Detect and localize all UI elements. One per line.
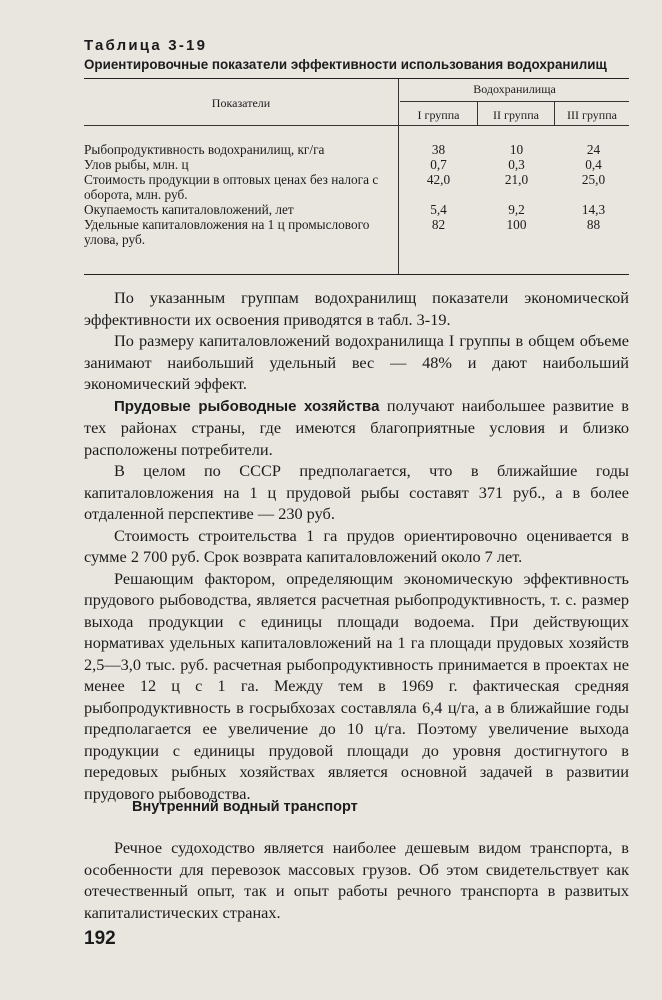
paragraph: Речное судоходство является наиболее дешевым видом транспорта, в особенности для перевозок массовых грузов. Об этом свидетельствует как отечественный опыт, так и опыт работы речного транспорта в развитых капиталистических странах. [84, 838, 629, 922]
paragraph: По указанным группам водохранилищ показатели экономической эффективности их освоения приводятся в табл. 3-19. [84, 288, 629, 329]
row-value-group-1: 42,0 [426, 172, 451, 187]
paragraph: По размеру капиталовложений водохранилища I группы в общем объеме занимают наибольший удельный вес — 48% и дают наибольший экономический эффект. [84, 331, 629, 393]
body-text [84, 287, 629, 804]
row-indicator: Улов рыбы, млн. ц [84, 157, 189, 172]
row-indicator: Окупаемость капиталовложений, лет [84, 202, 294, 217]
row-value-group-1: 38 [431, 142, 446, 157]
paragraph-lead: Прудовые рыбоводные хозяйства [114, 397, 380, 415]
header-indicators: Показатели [211, 96, 271, 110]
table-subheader-rule [400, 101, 629, 102]
table-title: Ориентировочные показатели эффективности использования водохранилищ [84, 57, 607, 72]
row-value-group-3: 14,3 [581, 202, 606, 217]
header-group-2: II группа [493, 108, 539, 122]
row-value-group-2: 21,0 [504, 172, 529, 187]
row-value-group-2: 0,3 [508, 157, 525, 172]
row-value-group-2: 9,2 [508, 202, 525, 217]
table-divider [398, 79, 399, 274]
header-group-3: III группа [567, 108, 617, 122]
paragraph: В целом по СССР предполагается, что в ближайшие годы капиталовложения на 1 ц прудовой рыбы составят 371 руб., а в более отдаленной перспективе — 230 руб. [84, 461, 629, 523]
header-reservoirs: Водохранилища [473, 82, 556, 96]
paragraph: Решающим фактором, определяющим экономическую эффективность прудового рыбоводства, является расчетная рыбопродуктивность, т. с. размер выхода продукции с единицы площади водоема. При действующих нормативах удельных капиталовложений на 1 га площади прудовых хозяйств 2,5—3,0 тыс. руб. расчетная рыбопродуктивность принимается в проектах не менее 12 ц с 1 га. Между тем в 1969 г. фактическая средняя рыбопродуктивность в госрыбхозах составляла 6,4 ц/га, а в ближайшие годы предполагается ее увеличение до 10 ц/га. Поэтому увеличение выхода продукции с единицы прудовой площади до уровня достигнутого в передовых рыбных хозяйствах является основной задачей в развитии прудового рыбоводства. [84, 568, 629, 803]
row-indicator: Рыбопродуктивность водохранилищ, кг/га [84, 142, 325, 157]
row-value-group-1: 82 [431, 217, 446, 232]
header-group-1: I группа [417, 108, 460, 122]
row-value-group-1: 0,7 [430, 157, 447, 172]
row-value-group-2: 10 [509, 142, 524, 157]
row-indicator: Стоимость продукции в оптовых ценах без налога с оборота, млн. руб. [84, 172, 379, 202]
body-text-continued [84, 837, 629, 923]
paragraph [84, 395, 629, 461]
paragraph-rest: получают наибольшее развитие в тех районах страны, где имеются благоприятные условия и близко расположены потребители. [84, 395, 629, 459]
row-value-group-3: 0,4 [585, 157, 602, 172]
table-bottom-rule [84, 274, 629, 275]
row-value-group-2: 100 [506, 217, 527, 232]
page-number: 192 [84, 928, 116, 949]
row-value-group-3: 88 [586, 217, 601, 232]
paragraph: Стоимость строительства 1 га прудов ориентировочно оценивается в сумме 2 700 руб. Срок возврата капиталовложений около 7 лет. [84, 525, 629, 566]
section-heading: Внутренний водный транспорт [132, 799, 358, 815]
row-value-group-1: 5,4 [430, 202, 447, 217]
row-indicator: Удельные капиталовложения на 1 ц промыслового улова, руб. [84, 217, 370, 247]
row-value-group-3: 24 [586, 142, 601, 157]
table-label: Таблица 3-19 [84, 37, 208, 54]
table-top-rule [84, 78, 629, 79]
table-header-rule [84, 125, 629, 126]
row-value-group-3: 25,0 [581, 172, 606, 187]
